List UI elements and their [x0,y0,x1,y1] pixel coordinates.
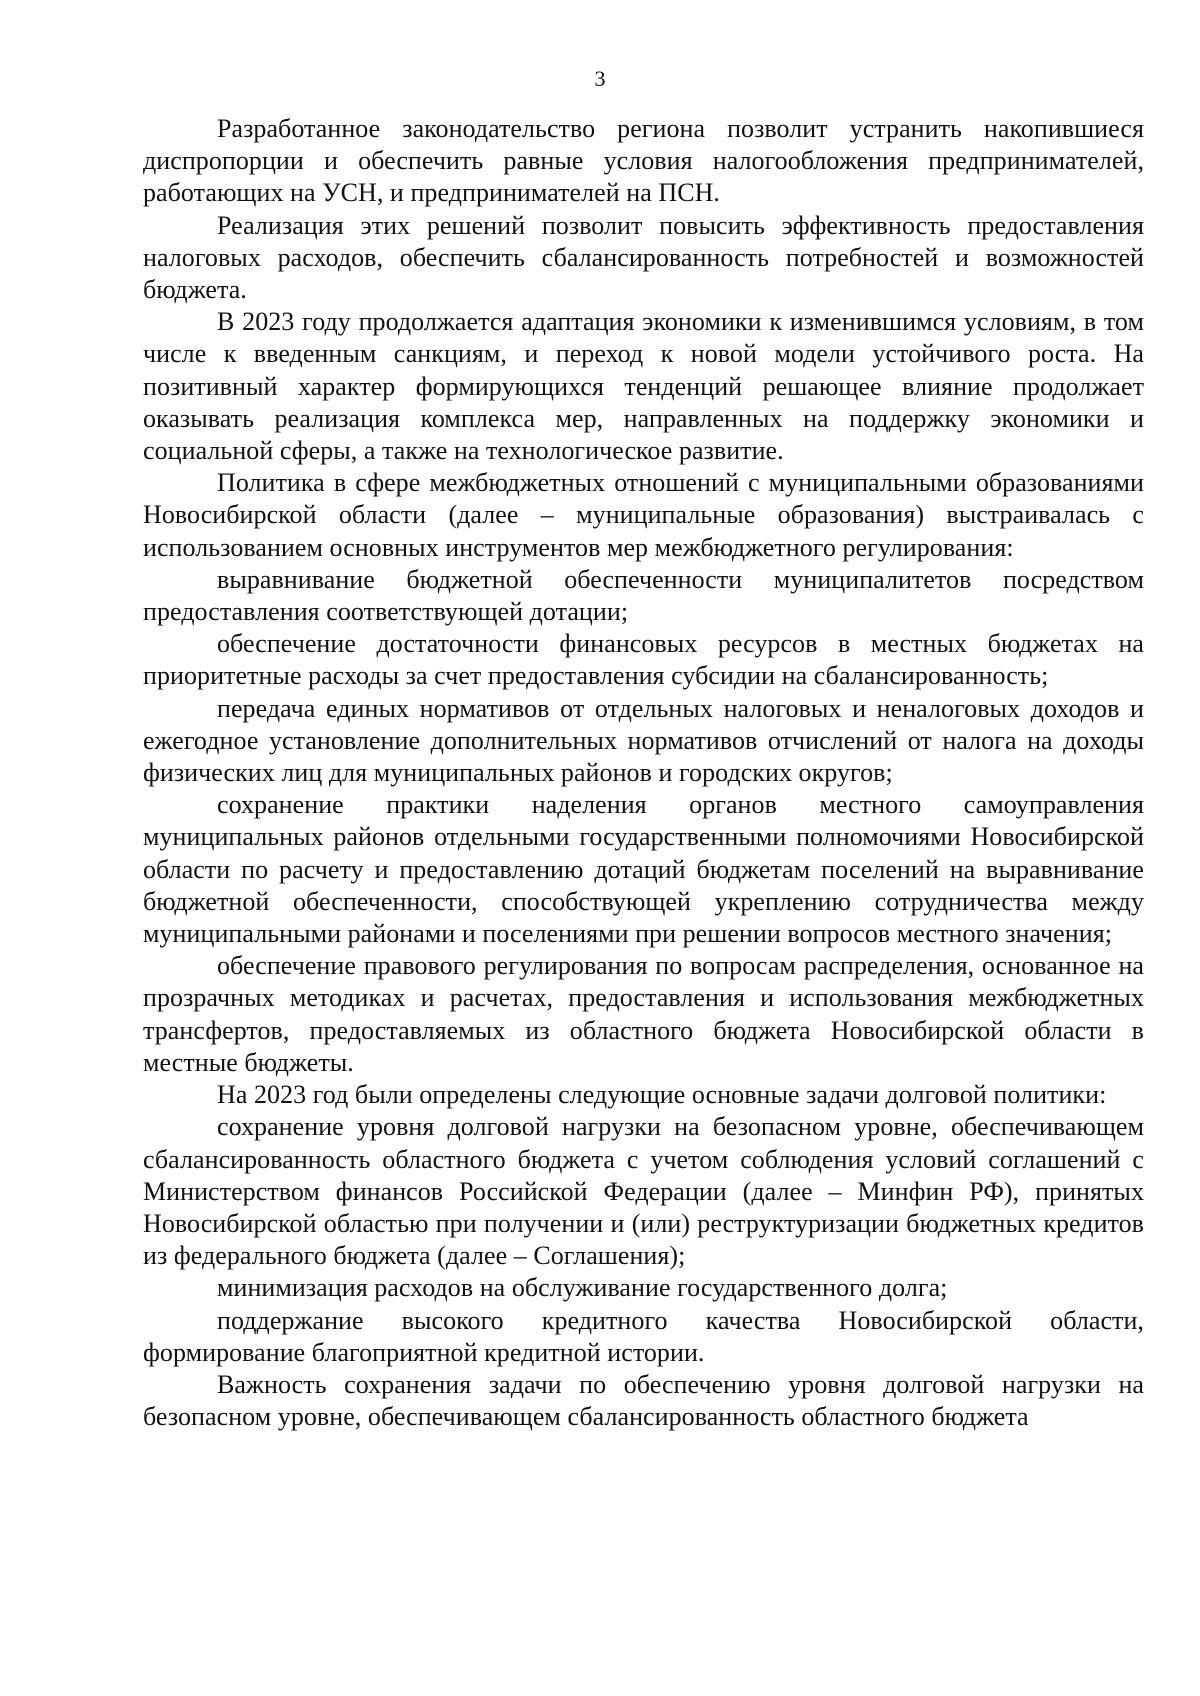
paragraph: На 2023 год были определены следующие основные задачи долговой политики: [217,1080,1107,1110]
paragraph: Политика в сфере межбюджетных отношений с муниципальными образованиями Новосибирской области (далее – муниципальные образования) выстраивалась с использованием основных инструментов мер межбюджетного регулирования: [143,468,1144,562]
paragraph: Важность сохранения задачи по обеспечению уровня долговой нагрузки на безопасном уровне, обеспечивающем сбалансированность областного бюджета [143,1369,1144,1432]
list-item: обеспечение правового регулирования по вопросам распределения, основанное на прозрачных методиках и расчетах, предоставления и использования межбюджетных трансфертов, предоставляемых из областного бюджета Новосибирской области в местные бюджеты. [143,951,1144,1077]
document-body [143,113,1144,1433]
paragraph: Разработанное законодательство региона позволит устранить накопившиеся диспропорции и обеспечить равные условия налогообложения предпринимателей, работающих на УСН, и предпринимателей на ПСН. [143,114,1144,208]
paragraph: В 2023 году продолжается адаптация экономики к изменившимся условиям, в том числе к введенным санкциям, и переход к новой модели устойчивого роста. На позитивный характер формирующихся тенденций решающее влияние продолжает оказывать реализация комплекса мер, направленных на поддержку экономики и социальной сферы, а также на технологическое развитие. [143,307,1144,466]
list-item: поддержание высокого кредитного качества Новосибирской области, формирование благоприятной кредитной истории. [143,1305,1144,1367]
list-item: передача единых нормативов от отдельных налоговых и неналоговых доходов и ежегодное установление дополнительных нормативов отчислений от налога на доходы физических лиц для муниципальных районов и городских округов; [143,693,1144,788]
list-item: минимизация расходов на обслуживание государственного долга; [217,1273,948,1303]
list-item: сохранение уровня долговой нагрузки на безопасном уровне, обеспечивающем сбалансированность областного бюджета с учетом соблюдения условий соглашений с Министерством финансов Российской Федерации (далее – Минфин РФ), принятых Новосибирской областью при получении и (или) реструктуризации бюджетных кредитов из федерального бюджета (далее – Соглашения); [143,1112,1144,1271]
list-item: сохранение практики наделения органов местного самоуправления муниципальных районов отдельными государственными полномочиями Новосибирской области по расчету и предоставлению дотаций бюджетам поселений на выравнивание бюджетной обеспеченности, способствующей укреплению сотрудничества между муниципальными районами и поселениями при решении вопросов местного значения; [143,790,1144,949]
list-item: обеспечение достаточности финансовых ресурсов в местных бюджетах на приоритетные расходы за счет предоставления субсидии на сбалансированность; [143,629,1144,691]
page-number: 3 [594,66,606,91]
paragraph: Реализация этих решений позволит повысить эффективность предоставления налоговых расходов, обеспечить сбалансированность потребностей и возможностей бюджета. [143,210,1144,305]
list-item: выравнивание бюджетной обеспеченности муниципалитетов посредством предоставления соответствующей дотации; [143,564,1144,627]
